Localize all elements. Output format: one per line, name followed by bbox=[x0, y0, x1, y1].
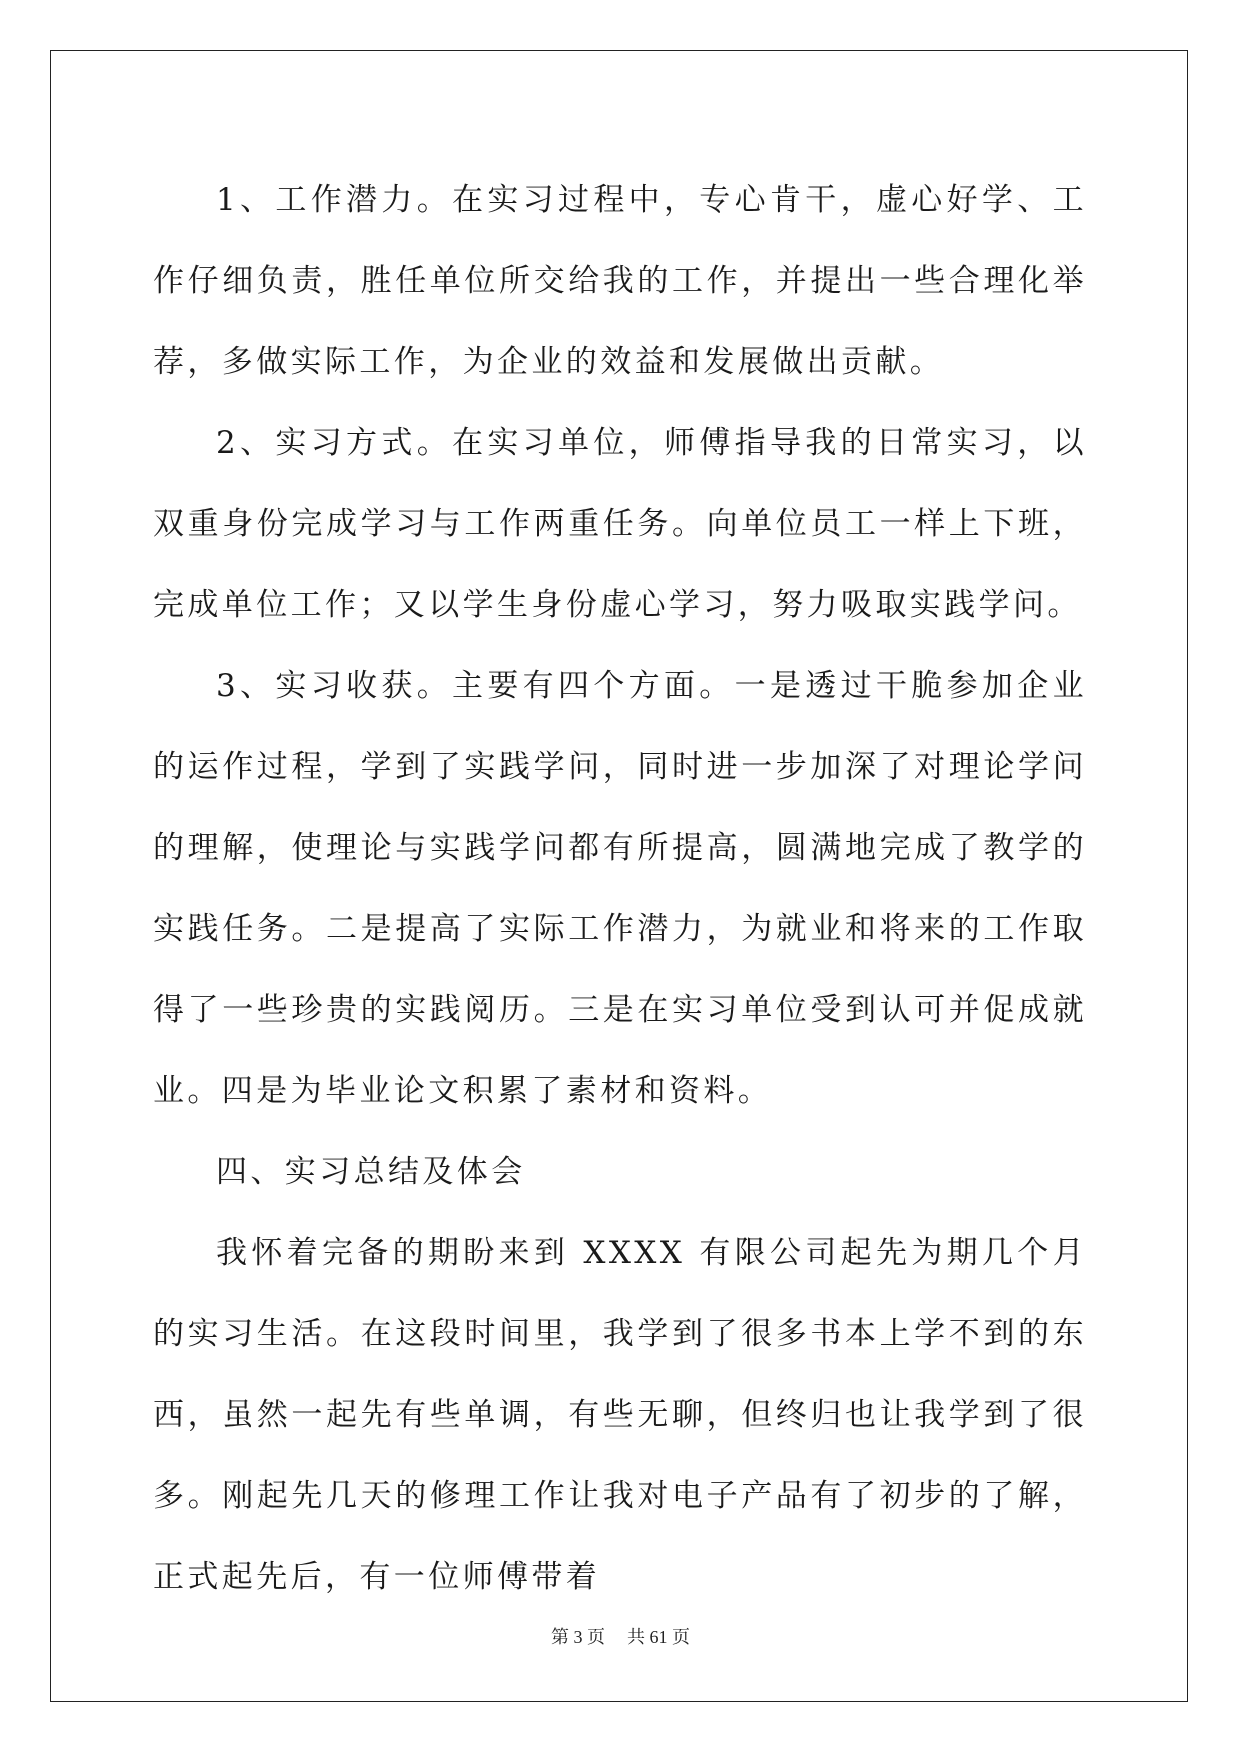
paragraph-work-ability: 1、工作潜力。在实习过程中，专心肯干，虚心好学、工作仔细负责，胜任单位所交给我的工作，并提出一些合理化举荐，多做实际工作，为企业的效益和发展做出贡献。 bbox=[153, 182, 1087, 380]
page-footer bbox=[0, 1625, 1241, 1649]
paragraph-internship-method: 2、实习方式。在实习单位，师傅指导我的日常实习，以双重身份完成学习与工作两重任务。向单位员工一样上下班，完成单位工作；又以学生身份虚心学习，努力吸取实践学问。 bbox=[153, 425, 1087, 623]
paragraph-summary: 我怀着完备的期盼来到 XXXX 有限公司起先为期几个月的实习生活。在这段时间里，我学到了很多书本上学不到的东西，虽然一起先有些单调，有些无聊，但终归也让我学到了很多。刚起先几天的修理工作让我对电子产品有了初步的了解，正式起先后，有一位师傅带着 bbox=[153, 1235, 1087, 1595]
page-number: 第 3 页 bbox=[551, 1627, 605, 1647]
document-body bbox=[153, 160, 1087, 1618]
page-total: 共 61 页 bbox=[627, 1627, 690, 1647]
paragraph-internship-gains: 3、实习收获。主要有四个方面。一是透过干脆参加企业的运作过程，学到了实践学问，同时进一步加深了对理论学问的理解，使理论与实践学问都有所提高，圆满地完成了教学的实践任务。二是提高了实际工作潜力，为就业和将来的工作取得了一些珍贵的实践阅历。三是在实习单位受到认可并促成就业。四是为毕业论文积累了素材和资料。 bbox=[153, 668, 1087, 1109]
section-heading: 四、实习总结及体会 bbox=[216, 1154, 526, 1190]
